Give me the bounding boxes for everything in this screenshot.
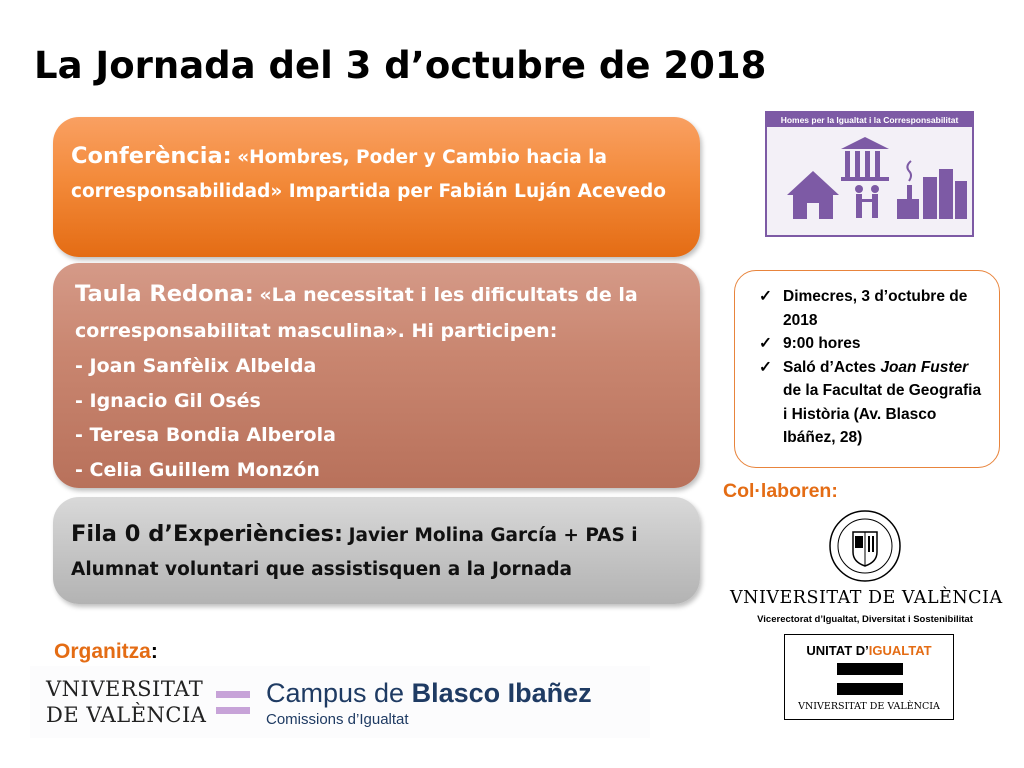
university-seal-icon [825, 508, 905, 586]
organizer-university-logo: VNIVERSITAT DE VALÈNCIA [46, 677, 207, 727]
detail-date: ✓ Dimecres, 3 d’octubre de 2018 [759, 285, 989, 332]
uv-vicerectorat-logo [730, 508, 1003, 628]
unitat-igualtat-logo [784, 634, 954, 720]
conference-box [53, 117, 700, 257]
participant-item: - Celia Guillem Monzón [75, 458, 320, 481]
experiences-text: Javier Molina García + PAS i Alumnat voluntari que assistisquen a la Jornada [71, 525, 638, 580]
checkmark-icon: ✓ [759, 335, 772, 352]
round-table-lead: Taula Redona: [75, 281, 254, 307]
participant-item: - Joan Sanfèlix Albelda [75, 355, 317, 377]
round-table-text: «La necessitat i les dificultats de la corresponsabilitat masculina». Hi participen: [75, 284, 638, 342]
conference-lead: Conferència: [71, 143, 232, 169]
campus-name: Campus de Blasco Ibañez [266, 678, 592, 708]
participant-item: - Ignacio Gil Osés [75, 389, 261, 412]
unitat-title: UNITAT D’IGUALTAT [806, 643, 932, 658]
homes-logo-illustration [767, 129, 972, 235]
collaborators-label: Col·laboren: [723, 480, 838, 502]
round-table-box [53, 263, 700, 488]
homes-logo-header: Homes per la Igualtat i la Corresponsabilitat [767, 113, 972, 127]
uv-vicerectorat: Vicerectorat d’Igualtat, Diversitat i Sostenibilitat [757, 614, 973, 625]
unitat-university-name: VNIVERSITAT DE VALÈNCIA [798, 701, 940, 712]
uv-name: VNIVERSITAT DE VALÈNCIA [730, 588, 1003, 608]
checkmark-icon: ✓ [759, 358, 772, 376]
detail-time: ✓ 9:00 hores [759, 332, 989, 356]
page-title: La Jornada del 3 d’octubre de 2018 [34, 44, 767, 87]
conference-text: «Hombres, Poder y Cambio hacia la corresponsabilidad» Impartida per Fabián Luján Acevedo [71, 147, 666, 202]
experiences-box [53, 497, 700, 604]
participant-item: - Teresa Bondia Alberola [75, 424, 336, 446]
homes-igualtat-logo [765, 111, 974, 237]
experiences-lead: Fila 0 d’Experiències: [71, 521, 343, 547]
equals-sign-icon [216, 691, 250, 723]
organizer-banner [30, 666, 650, 738]
checkmark-icon: ✓ [759, 288, 772, 305]
detail-place: ✓ Saló d’Actes Joan Fuster de la Facultat de Geografia i Història (Av. Blasco Ibáñez, 28) [759, 356, 989, 450]
organizer-label: Organitza: [54, 640, 158, 663]
comissions-label: Comissions d’Igualtat [266, 711, 409, 728]
event-details-box [734, 270, 1000, 468]
equals-sign-icon [837, 663, 903, 703]
